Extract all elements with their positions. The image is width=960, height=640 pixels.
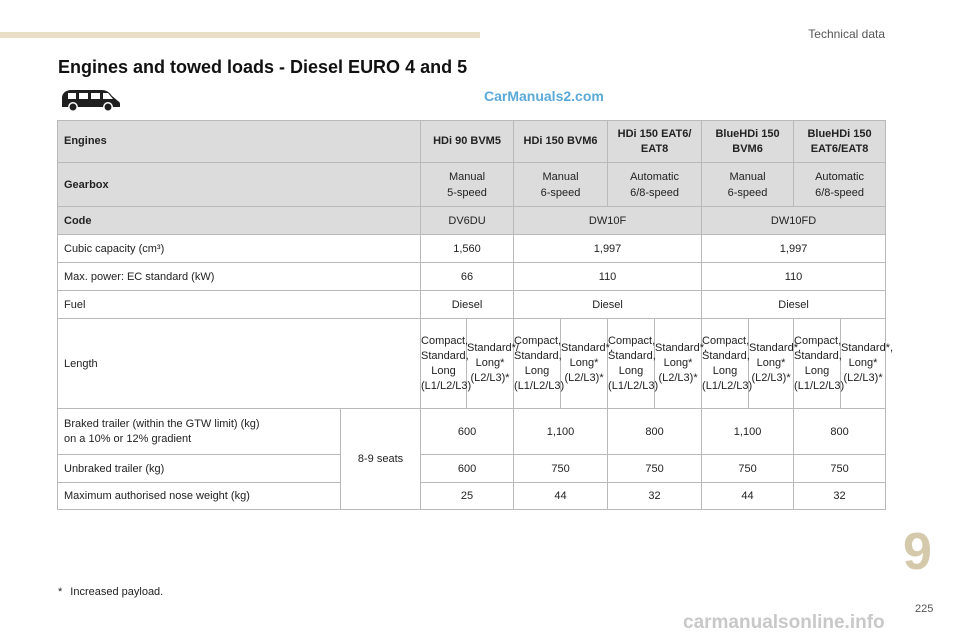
gearbox-type: Manual <box>448 170 486 183</box>
unbraked-trailer-label: Unbraked trailer (kg) <box>58 455 341 483</box>
length-text: (L1/L2/L3) <box>421 379 472 392</box>
length-text: Compact, <box>514 334 562 347</box>
length-text: Standard*, <box>841 342 894 354</box>
nose-cell: 32 <box>794 483 886 510</box>
cubic-capacity-label: Cubic capacity (cm³) <box>58 235 421 263</box>
length-text: (L2/L3)* <box>470 372 510 384</box>
length-text: (L1/L2/L3) <box>702 379 753 392</box>
braked-cell: 1,100 <box>702 409 794 455</box>
footnote-star: * <box>58 586 63 598</box>
engines-label: Engines <box>58 121 421 163</box>
fuel-cell: Diesel <box>421 291 514 319</box>
unbraked-trailer-row <box>58 455 886 483</box>
braked-trailer-label <box>58 409 341 455</box>
length-standard-cell <box>841 319 894 409</box>
power-cell: 110 <box>702 263 886 291</box>
length-text: Compact, <box>421 334 469 347</box>
length-label: Length <box>58 319 421 409</box>
unbraked-cell: 750 <box>608 455 702 483</box>
unbraked-cell: 750 <box>514 455 608 483</box>
gearbox-cell <box>514 163 608 207</box>
gearbox-label: Gearbox <box>58 163 421 207</box>
length-text: Long <box>431 364 456 377</box>
length-text: (L1/L2/L3) <box>514 379 565 392</box>
length-text: Standard*, <box>561 342 614 354</box>
gearbox-cell <box>702 163 794 207</box>
gearbox-speeds: 5-speed <box>447 186 487 199</box>
gearbox-type: Automatic <box>630 170 679 183</box>
length-compact-cell <box>421 319 472 409</box>
length-text: Long* <box>569 357 599 369</box>
nose-cell: 44 <box>702 483 794 510</box>
gearbox-speeds: 6-speed <box>727 186 768 199</box>
cubic-cell: 1,997 <box>514 235 702 263</box>
length-text: (L2/L3)* <box>658 372 698 384</box>
braked-trailer-row <box>58 409 886 455</box>
page-title: Engines and towed loads - Diesel EURO 4 and 5 <box>58 57 468 77</box>
braked-cell: 1,100 <box>514 409 608 455</box>
unbraked-cell: 750 <box>702 455 794 483</box>
length-standard-cell <box>467 319 519 409</box>
length-text: Standard*, <box>749 342 802 354</box>
length-text: Standard*, <box>655 342 708 354</box>
length-text: Long <box>524 364 550 377</box>
length-compact-cell <box>702 319 753 409</box>
length-standard-cell <box>561 319 614 409</box>
code-cell: DW10F <box>514 207 702 235</box>
gearbox-speeds: 6/8-speed <box>815 186 865 199</box>
braked-label-line2: on a 10% or 12% gradient <box>64 432 192 445</box>
length-compact-cell <box>514 319 565 409</box>
engine-hdi150-eat: HDi 150 EAT6/ EAT8 <box>608 121 702 163</box>
engine-bluehdi150-bvm6: BlueHDi 150 BVM6 <box>702 121 794 163</box>
footnote-text: Increased payload. <box>70 586 164 598</box>
seats-cell: 8-9 seats <box>341 409 421 510</box>
top-accent-bar <box>0 32 480 38</box>
unbraked-cell: 750 <box>794 455 886 483</box>
max-power-label: Max. power: EC standard (kW) <box>58 263 421 291</box>
engine-spec-table <box>57 120 894 510</box>
gearbox-type: Manual <box>729 170 766 183</box>
van-icon <box>58 85 122 113</box>
length-text: Long <box>804 364 830 377</box>
fuel-row <box>58 291 886 319</box>
section-label: Technical data <box>808 27 885 41</box>
length-text: Compact, <box>794 334 842 347</box>
gearbox-row <box>58 163 886 207</box>
code-cell: DV6DU <box>421 207 514 235</box>
length-standard-cell <box>655 319 708 409</box>
length-text: Compact, <box>608 334 656 347</box>
chapter-number: 9 <box>903 523 932 581</box>
length-compact-cell <box>794 319 845 409</box>
braked-cell: 800 <box>608 409 702 455</box>
unbraked-cell: 600 <box>421 455 514 483</box>
power-cell: 110 <box>514 263 702 291</box>
code-cell: DW10FD <box>702 207 886 235</box>
length-text: (L2/L3)* <box>564 372 604 384</box>
code-row <box>58 207 886 235</box>
gearbox-type: Automatic <box>815 170 864 183</box>
engine-bluehdi150-eat: BlueHDi 150 EAT6/EAT8 <box>794 121 886 163</box>
length-text: Standard, <box>421 349 469 362</box>
length-text: Long <box>712 364 738 377</box>
nose-weight-row <box>58 483 886 510</box>
length-text: Standard, <box>794 349 842 362</box>
footnote <box>58 586 163 598</box>
braked-label-line1: Braked trailer (within the GTW limit) (kg) <box>64 417 260 430</box>
length-text: (L2/L3)* <box>843 372 883 384</box>
watermark-bottom: carmanualsonline.info <box>683 612 885 633</box>
braked-cell: 800 <box>794 409 886 455</box>
length-text: (L1/L2/L3) <box>608 379 659 392</box>
watermark-top: CarManuals2.com <box>484 88 604 104</box>
cubic-capacity-row <box>58 235 886 263</box>
braked-cell: 600 <box>421 409 514 455</box>
length-text: Long* <box>663 357 693 369</box>
length-text: Standard*/ <box>467 342 519 354</box>
gearbox-type: Manual <box>542 170 579 183</box>
page-number: 225 <box>915 603 934 615</box>
cubic-cell: 1,997 <box>702 235 886 263</box>
length-text: Long* <box>848 357 878 369</box>
gearbox-cell <box>608 163 702 207</box>
nose-cell: 44 <box>514 483 608 510</box>
length-text: Long* <box>475 357 505 369</box>
length-compact-cell <box>608 319 659 409</box>
gearbox-cell <box>794 163 886 207</box>
length-standard-cell <box>749 319 802 409</box>
nose-cell: 32 <box>608 483 702 510</box>
nose-weight-label: Maximum authorised nose weight (kg) <box>58 483 341 510</box>
code-label: Code <box>58 207 421 235</box>
fuel-cell: Diesel <box>514 291 702 319</box>
length-text: Long <box>618 364 644 377</box>
gearbox-speeds: 6-speed <box>540 186 581 199</box>
length-text: Standard, <box>608 349 656 362</box>
cubic-cell: 1,560 <box>421 235 514 263</box>
fuel-label: Fuel <box>58 291 421 319</box>
engine-hdi150-bvm6: HDi 150 BVM6 <box>514 121 608 163</box>
length-text: (L2/L3)* <box>751 372 791 384</box>
gearbox-speeds: 6/8-speed <box>630 186 680 199</box>
fuel-cell: Diesel <box>702 291 886 319</box>
engines-row <box>58 121 886 163</box>
length-text: Standard, <box>702 349 750 362</box>
max-power-row <box>58 263 886 291</box>
length-text: Long* <box>756 357 786 369</box>
length-text: (L1/L2/L3) <box>794 379 845 392</box>
gearbox-cell <box>421 163 514 207</box>
engine-hdi90: HDi 90 BVM5 <box>421 121 514 163</box>
length-text: Compact, <box>702 334 750 347</box>
length-row <box>58 319 886 409</box>
power-cell: 66 <box>421 263 514 291</box>
length-text: Standard, <box>514 349 562 362</box>
nose-cell: 25 <box>421 483 514 510</box>
